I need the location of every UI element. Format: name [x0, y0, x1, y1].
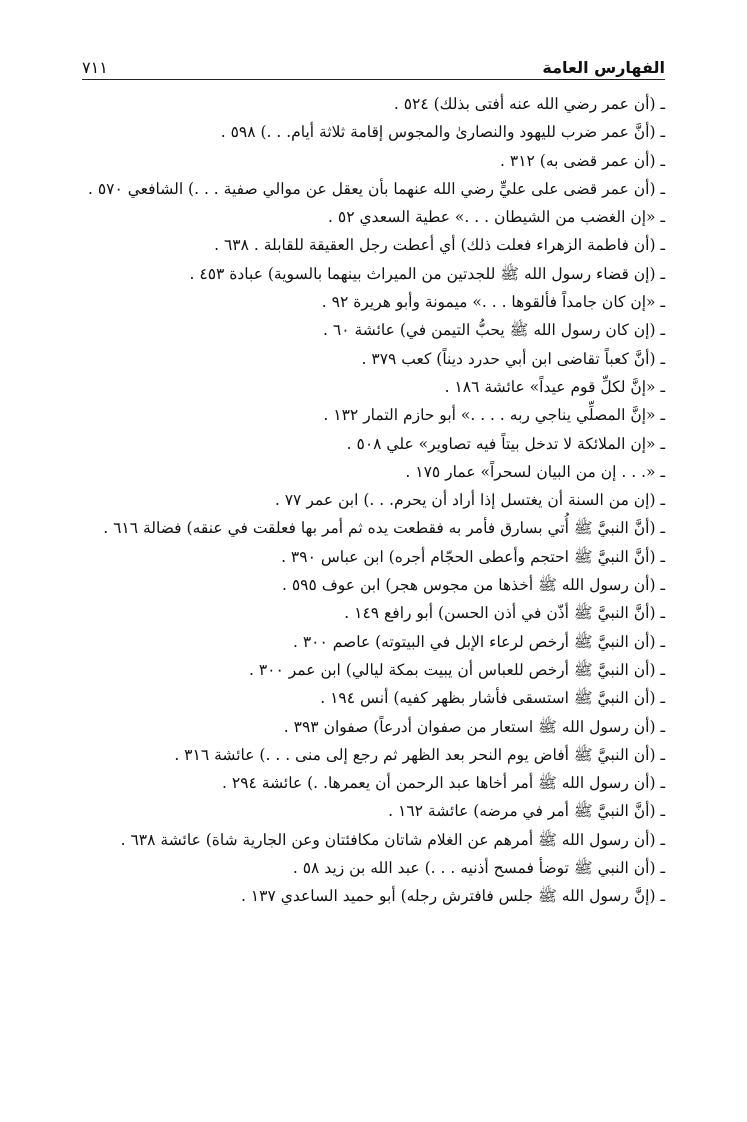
header-title: الفهارس العامة	[542, 58, 665, 77]
index-entry: ـ (أن عمر قضى به) ٣١٢ .	[500, 151, 665, 170]
index-entry: ـ (أنَّ النبيَّ ﷺ أذّن في أذن الحسن) أبو رافع ١٤٩ .	[344, 604, 665, 623]
index-entry: ـ (أن رسول الله ﷺ استعار من صفوان أدرعاً) صفوان ٣٩٣ .	[283, 717, 665, 736]
index-entry: ـ (أن النبيَّ ﷺ استسقى فأشار بظهر كفيه) أنس ١٩٤ .	[320, 689, 665, 708]
index-entry: ـ (أنَّ النبيَّ ﷺ أمر في مرضه) عائشة ١٦٢ .	[388, 802, 665, 821]
index-entry: ـ (أن النبيَّ ﷺ أرخص للعباس أن يبيت بمكة ليالي) ابن عمر ٣٠٠ .	[248, 660, 665, 679]
index-entry: ـ (أن رسول الله ﷺ أمرهم عن الغلام شاتان مكافئتان وعن الجارية شاة) عائشة ٦٣٨ .	[120, 830, 665, 849]
index-entry: ـ (أنَّ كعباً تقاضى ابن أبي حدرد ديناً) كعب ٣٧٩ .	[361, 349, 665, 368]
index-entry: ـ (أنَّ النبيَّ ﷺ أُتي بسارق فأمر به فقطعت يده ثم أمر بها فعلقت في عنقه) فضالة ٦١٦ .	[103, 519, 665, 538]
index-entry: ـ (أن رسول الله ﷺ أمر أخاها عبد الرحمن أن يعمرها. .) عائشة ٢٩٤ .	[222, 774, 665, 793]
index-entry: ـ (أن عمر قضى على عليٍّ رضي الله عنهما بأن يعقل عن موالي صفية . . .) الشافعي ٥٧٠ .	[87, 179, 665, 198]
index-entry: ـ (أن النبيَّ ﷺ أفاض يوم النحر بعد الظهر ثم رجع إلى منى . . .) عائشة ٣١٦ .	[174, 745, 665, 764]
index-entry: ـ «إن كان جامداً فألقوها . . .» ميمونة وأبو هريرة ٩٢ .	[321, 293, 665, 312]
index-entry: ـ (أنَّ النبيَّ ﷺ احتجم وأعطى الحجّام أجره) ابن عباس ٣٩٠ .	[281, 547, 665, 566]
index-entry: ـ (إن قضاء رسول الله ﷺ للجدتين من الميراث بينهما بالسوية) عبادة ٤٥٣ .	[189, 264, 665, 283]
index-entry: ـ (أنَّ عمر ضرب لليهود والنصارىٰ والمجوس إقامة ثلاثة أيام. . .) ٥٩٨ .	[220, 123, 665, 142]
index-entry: ـ (إن كان رسول الله ﷺ يحبُّ التيمن في) عائشة ٦٠ .	[323, 321, 665, 340]
running-header	[82, 48, 665, 78]
page-number: ٧١١	[82, 58, 108, 77]
index-entry: ـ (أن النبي ﷺ توضأ فمسح أذنيه . . .) عبد الله بن زيد ٥٨ .	[292, 859, 665, 878]
index-entry: ـ (أن فاطمة الزهراء فعلت ذلك) أي أعطت رجل العقيقة للقابلة . ٦٣٨ .	[214, 236, 665, 255]
index-entry: ـ (أن رسول الله ﷺ أخذها من مجوس هجر) ابن عوف ٥٩٥ .	[281, 576, 665, 595]
header-rule	[82, 79, 665, 80]
index-entry: ـ (أن عمر رضي الله عنه أفتى بذلك) ٥٢٤ .	[393, 95, 665, 113]
index-entry: ـ «إن الغضب من الشيطان . . .» عطية السعدي ٥٢ .	[328, 208, 665, 227]
index-entry: ـ «. . . إن من البيان لسحراً» عمار ١٧٥ .	[405, 462, 665, 481]
index-entry: ـ (إن من السنة أن يغتسل إذا أراد أن يحرم. . .) ابن عمر ٧٧ .	[274, 491, 665, 510]
index-entry: ـ (أن النبيَّ ﷺ أرخص لرعاء الإبل في البيتوته) عاصم ٣٠٠ .	[292, 632, 665, 651]
hadith-index-list	[75, 90, 665, 911]
index-entry: ـ «إنَّ المصلِّي يناجي ربه . . . .» أبو حازم التمار ١٣٢ .	[323, 406, 665, 425]
index-entry: ـ «إنَّ لكلِّ قوم عيداً» عائشة ١٨٦ .	[444, 377, 665, 396]
index-entry: ـ «إن الملائكة لا تدخل بيتاً فيه تصاوير» علي ٥٠٨ .	[346, 434, 665, 453]
index-entry: ـ (إنَّ رسول الله ﷺ جلس فافترش رجله) أبو حميد الساعدي ١٣٧ .	[240, 887, 665, 906]
